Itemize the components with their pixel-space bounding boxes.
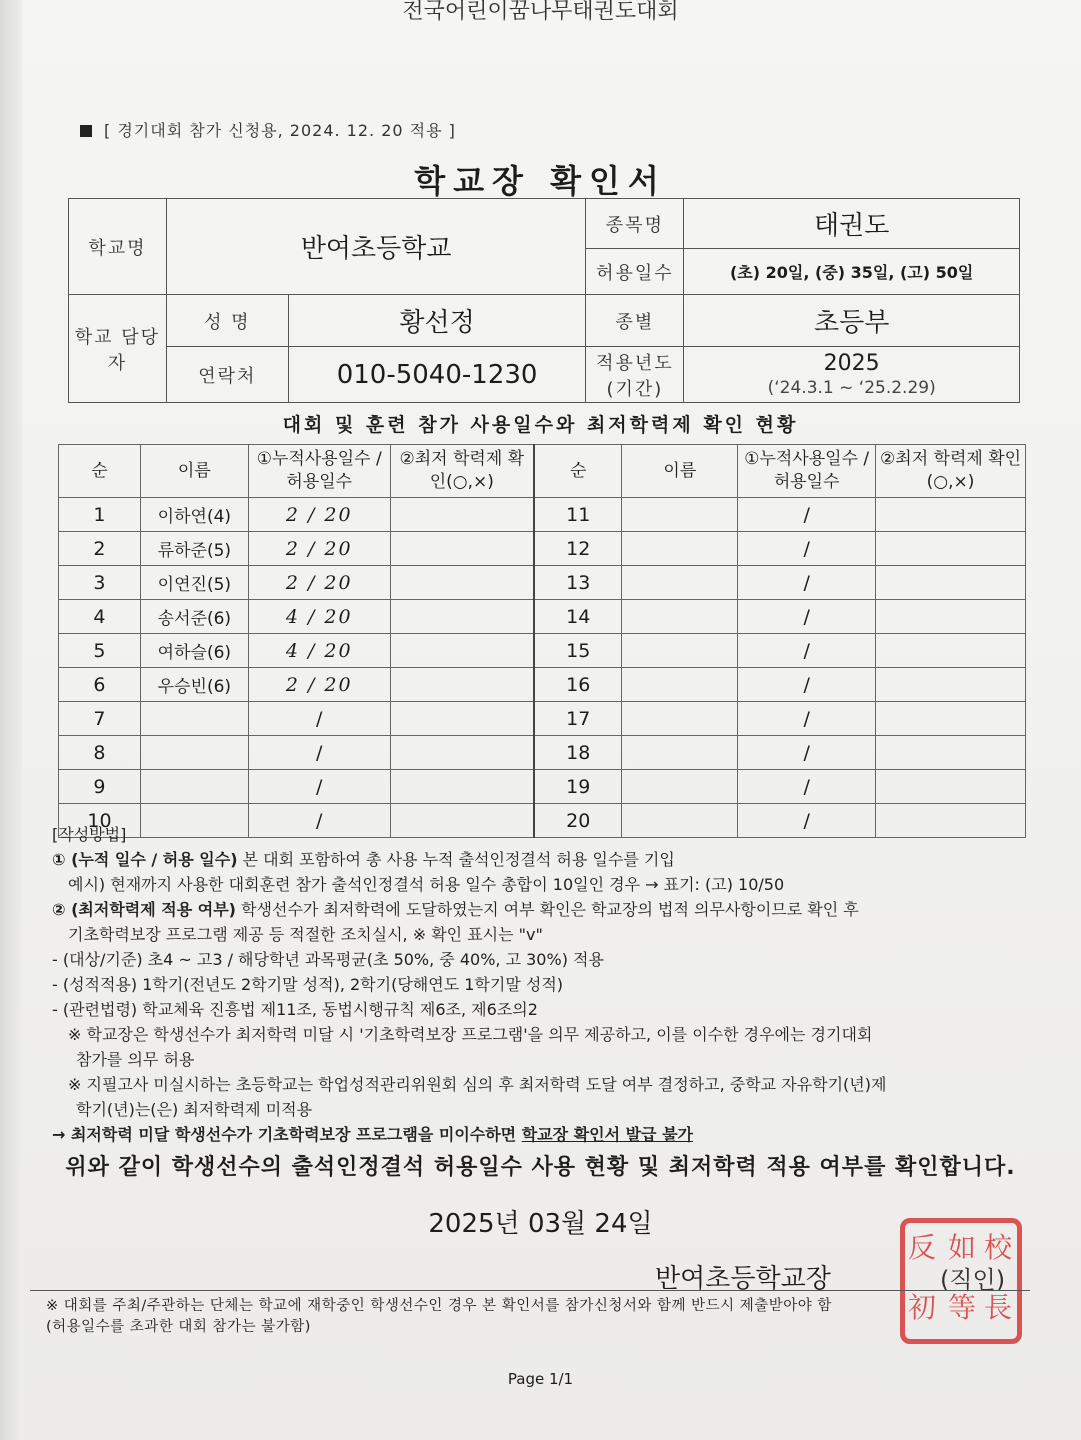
contact-value: 010-5040-1230: [288, 347, 586, 403]
sport-value: 태권도: [684, 199, 1020, 249]
row-check: [876, 634, 1026, 668]
page-header: 전국어린이꿈나무태권도대회: [402, 0, 679, 24]
instructions-heading: [작성방법]: [52, 825, 127, 844]
table-row: [59, 600, 1026, 634]
row-used: /: [738, 600, 876, 634]
instruction-note-1-cont: 참가를 의무 허용: [76, 1050, 195, 1069]
row-no: 8: [59, 736, 141, 770]
sport-label: 종목명: [586, 199, 684, 249]
school-value: 반여초등학교: [166, 199, 586, 295]
row-no: 13: [534, 566, 622, 600]
row-check: [876, 566, 1026, 600]
row-name: [622, 736, 738, 770]
instruction-1: [52, 847, 1042, 872]
row-name: [622, 600, 738, 634]
name-label: 성 명: [166, 295, 288, 347]
row-name: [622, 770, 738, 804]
row-name: [140, 770, 248, 804]
row-used: /: [738, 634, 876, 668]
row-no: 7: [59, 702, 141, 736]
row-used: 2 / 20: [248, 498, 390, 532]
instruction-2-cont: 기초학력보장 프로그램 제공 등 적절한 조치실시, ※ 확인 표시는 "v": [68, 925, 543, 944]
table-row: [59, 566, 1026, 600]
row-used: /: [738, 804, 876, 838]
row-name: 여하슬(6): [140, 634, 248, 668]
row-used: 4 / 20: [248, 634, 390, 668]
seal-glyph: 初: [908, 1291, 937, 1324]
contact-label: 연락처: [166, 347, 288, 403]
row-no: 11: [534, 498, 622, 532]
row-check: [390, 736, 534, 770]
row-no: 15: [534, 634, 622, 668]
row-name: 이하연(4): [140, 498, 248, 532]
row-check: [876, 498, 1026, 532]
page-number: Page 1/1: [507, 1370, 574, 1388]
col-header-name: 이름: [140, 445, 248, 498]
row-used: 2 / 20: [248, 668, 390, 702]
seal-glyph: 長: [984, 1291, 1013, 1324]
row-no: 10: [59, 804, 141, 838]
row-used: /: [248, 736, 390, 770]
footnote-line-2: (허용일수를 초과한 대회 참가는 불가함): [46, 1319, 311, 1335]
row-no: 5: [59, 634, 141, 668]
row-used: /: [248, 770, 390, 804]
row-check: [390, 600, 534, 634]
division-label: 종별: [586, 295, 684, 347]
row-name: [622, 532, 738, 566]
row-check: [390, 668, 534, 702]
row-name: 우승빈(6): [140, 668, 248, 702]
row-no: 2: [59, 532, 141, 566]
row-name: [622, 702, 738, 736]
instruction-2-text: 학생선수가 최저학력에 도달하였는지 여부 확인은 학교장의 법적 의무사항이므로 확인 후: [236, 900, 859, 919]
row-name: [140, 702, 248, 736]
row-check: [390, 702, 534, 736]
row-check: [876, 702, 1026, 736]
footnote-line-1: ※ 대회를 주최/주관하는 단체는 학교에 재학중인 학생선수인 경우 본 확인서를 참가신청서와 함께 반드시 제출받아야 함: [46, 1298, 832, 1314]
allow-days-label: 허용일수: [586, 249, 684, 295]
row-check: [390, 634, 534, 668]
instruction-2-bold: ② (최저학력제 적용 여부): [52, 900, 236, 919]
row-no: 4: [59, 600, 141, 634]
seal-glyph: 反: [908, 1231, 937, 1264]
instruction-1-example: 예시) 현재까지 사용한 대회훈련 참가 출석인정결석 허용 일수 총합이 10일인 경우 → 표기: (고) 10/50: [68, 875, 785, 894]
year-cell: [684, 347, 1020, 403]
instruction-1-text: 본 대회 포함하여 총 사용 누적 출석인정결석 허용 일수를 기입: [237, 850, 675, 869]
row-used: /: [738, 702, 876, 736]
row-name: 송서준(6): [140, 600, 248, 634]
instruction-1-bold: ① (누적 일수 / 허용 일수): [52, 850, 238, 869]
instruction-2: [52, 897, 1042, 922]
table-row: [59, 498, 1026, 532]
issue-date: 2025년 03월 24일: [428, 1209, 653, 1239]
instruction-target: - (대상/기준) 초4 ~ 고3 / 해당학년 과목평균(초 50%, 중 40%, 고 30%) 적용: [52, 950, 604, 969]
col-header-used: ①누적사용일수 /허용일수: [248, 445, 390, 498]
row-no: 3: [59, 566, 141, 600]
instruction-law: - (관련법령) 학교체육 진흥법 제11조, 동법시행규칙 제6조, 제6조의2: [52, 1000, 538, 1019]
row-check: [876, 532, 1026, 566]
row-check: [876, 736, 1026, 770]
row-no: 12: [534, 532, 622, 566]
row-no: 20: [534, 804, 622, 838]
instruction-arrow-lead: → 최저학력 미달 학생선수가 기초학력보장 프로그램을 미이수하면: [52, 1125, 522, 1144]
row-no: 1: [59, 498, 141, 532]
row-no: 6: [59, 668, 141, 702]
row-name: [622, 634, 738, 668]
row-no: 17: [534, 702, 622, 736]
row-no: 14: [534, 600, 622, 634]
row-name: [622, 566, 738, 600]
row-name: [622, 498, 738, 532]
table-row: [59, 634, 1026, 668]
row-check: [876, 770, 1026, 804]
form-tag: [80, 118, 456, 141]
school-label: 학교명: [69, 199, 167, 295]
row-used: 2 / 20: [248, 532, 390, 566]
name-value: 황선정: [288, 295, 586, 347]
row-check: [390, 532, 534, 566]
row-name: [140, 736, 248, 770]
row-used: /: [738, 668, 876, 702]
table-row: [59, 668, 1026, 702]
row-name: 류하준(5): [140, 532, 248, 566]
instruction-grades: - (성적적용) 1학기(전년도 2학기말 성적), 2학기(당해연도 1학기말 성적): [52, 975, 564, 994]
col-header-no-2: 순: [534, 445, 622, 498]
row-used: /: [738, 566, 876, 600]
seal-glyph: 如: [948, 1231, 977, 1264]
form-tag-text: [ 경기대회 참가 신청용, 2024. 12. 20 적용 ]: [104, 121, 456, 140]
instruction-arrow: [52, 1122, 1042, 1147]
row-used: 4 / 20: [248, 600, 390, 634]
row-check: [390, 498, 534, 532]
row-used: /: [248, 804, 390, 838]
seal-glyph: 等: [948, 1291, 977, 1324]
instruction-arrow-underline: 학교장 확인서 발급 불가: [521, 1125, 693, 1144]
table-row: [59, 770, 1026, 804]
year-value: 2025: [823, 351, 880, 377]
manager-label: 학교 담당자: [69, 295, 167, 403]
col-header-check: ②최저 학력제 확인(○,×): [390, 445, 534, 498]
col-header-name-2: 이름: [622, 445, 738, 498]
instruction-note-2-cont: 학기(년)는(은) 최저학력제 미적용: [76, 1100, 313, 1119]
row-used: /: [738, 532, 876, 566]
seal-label: (직인): [940, 1266, 1006, 1294]
row-name: [622, 668, 738, 702]
document-title: 학교장 확인서: [414, 162, 667, 200]
row-no: 19: [534, 770, 622, 804]
school-info-table: [68, 198, 1020, 403]
principal-name: 반여초등학교장: [655, 1264, 831, 1294]
seal-glyph: 校: [984, 1231, 1013, 1264]
year-label: 적용년도 (기간): [586, 347, 684, 403]
footnote: [46, 1296, 1036, 1338]
roster-table: [58, 444, 1026, 838]
period-value: (‘24.3.1 ~ ‘25.2.29): [767, 377, 936, 398]
row-no: 18: [534, 736, 622, 770]
row-used: 2 / 20: [248, 566, 390, 600]
row-no: 9: [59, 770, 141, 804]
instruction-note-2: ※ 지필고사 미실시하는 초등학교는 학업성적관리위원회 심의 후 최저학력 도달 여부 결정하고, 중학교 자유학기(년)제: [68, 1075, 887, 1094]
row-check: [876, 600, 1026, 634]
row-check: [390, 566, 534, 600]
col-header-used-2: ①누적사용일수 /허용일수: [738, 445, 876, 498]
allow-days-value: (초) 20일, (중) 35일, (고) 50일: [684, 249, 1020, 295]
instruction-note-1: ※ 학교장은 학생선수가 최저학력 미달 시 '기초학력보장 프로그램'을 의무 제공하고, 이를 이수한 경우에는 경기대회: [68, 1025, 873, 1044]
instructions-block: [52, 822, 1042, 1147]
row-check: [390, 770, 534, 804]
footnote-divider: [30, 1290, 1030, 1291]
col-header-check-2: ②최저 학력제 확인(○,×): [876, 445, 1026, 498]
confirmation-statement: 위와 같이 학생선수의 출석인정결석 허용일수 사용 현황 및 최저학력 적용 여부를 확인합니다.: [65, 1155, 1016, 1180]
row-check: [876, 668, 1026, 702]
table-row: [59, 702, 1026, 736]
table-row: [59, 736, 1026, 770]
square-bullet-icon: [80, 125, 92, 137]
section-title: 대회 및 훈련 참가 사용일수와 최저학력제 확인 현황: [282, 414, 799, 436]
row-used: /: [738, 498, 876, 532]
table-row: [59, 532, 1026, 566]
row-used: /: [248, 702, 390, 736]
row-name: 이연진(5): [140, 566, 248, 600]
row-no: 16: [534, 668, 622, 702]
col-header-no: 순: [59, 445, 141, 498]
division-value: 초등부: [684, 295, 1020, 347]
row-used: /: [738, 770, 876, 804]
row-used: /: [738, 736, 876, 770]
